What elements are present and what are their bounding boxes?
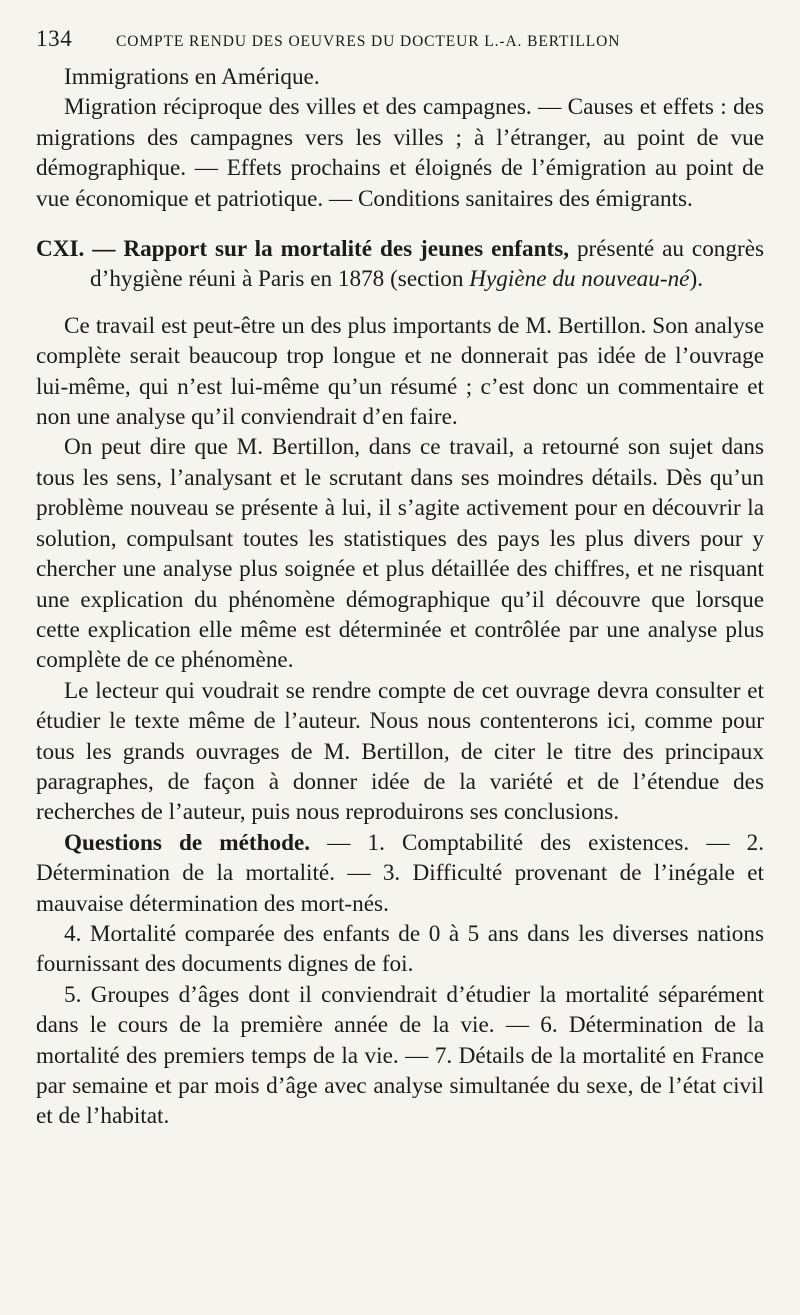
section-number: CXI. — [36,236,116,263]
paragraph: On peut dire que M. Bertillon, dans ce travail, a retourné son sujet dans tous les sens, l’analysant et le scrutant dans ses moindres détails. Dès qu’un problème nouveau se présente à lui, il s’agite activement pour en découvrir la solution, compulsant toutes les statistiques des pays les plus divers pour y chercher une analyse plus soignée et plus détaillée des chiffres, et ne risquant une explication du phénomène démographique qu’il découvre que lorsque cette explication elle même est déterminée et contrôlée par une analyse plus complète de ce phénomène. [36,434,764,674]
section-title-end: ). [689,266,703,293]
paragraph: Migration réciproque des villes et des campagnes. — Causes et effets : des migrations des campagnes vers les villes ; à l’étranger, au point de vue démographique. — Effets prochains et éloignés de l’émigration au point de vue économique et patriotique. — Conditions sanitaires des émigrants. [36,94,764,212]
paragraph: Ce travail est peut-être un des plus importants de M. Bertillon. Son analyse complète serait beaucoup trop longue et ne donnerait pas idée de l’ouvrage lui-même, qui n’est lui-même qu’un résumé ; c’est donc un commentaire et non une analyse qu’il conviendrait d’en faire. [36,312,764,431]
list-item: 4. Mortalité comparée des enfants de 0 à 5 ans dans les diverses nations fournissant des documents dignes de foi. [36,920,764,978]
section-heading [36,234,764,295]
page-number: 134 [36,26,73,51]
questions-text: — 1. Comptabilité des existences. — 2. Détermination de la mortalité. — 3. Difficulté provenant de l’inégale et mauvaise détermination des mort-nés. [36,829,764,917]
section-title-rest: présenté au congrès d’hygiène réuni à Paris en 1878 (section [90,236,765,293]
section-title: Rapport sur la mortalité des jeunes enfants, [123,236,570,263]
questions-paragraph [36,828,764,919]
paragraph: Le lecteur qui voudrait se rendre compte de cet ouvrage devra consulter et étudier le texte même de l’auteur. Nous nous contenterons ici, comme pour tous les grands ouvrages de M. Bertillon, de citer le titre des principaux paragraphes, de façon à donner idée de la variété et de l’étendue des recherches de l’auteur, puis nous reproduirons ses conclusions. [36,677,764,826]
body-text [36,62,764,214]
running-title: COMPTE RENDU DES OEUVRES DU DOCTEUR L.-A. BERTILLON [116,33,621,50]
questions-heading: Questions de méthode. [64,829,311,856]
running-head [36,26,764,62]
main-text [36,311,764,1132]
section-title-italic: Hygiène du nouveau-né [469,266,690,293]
list-item: 5. Groupes d’âges dont il conviendrait d’étudier la mortalité séparément dans le cours de la première année de la vie. — 6. Détermination de la mortalité des premiers temps de la vie. — 7. Détails de la mortalité en France par semaine et par mois d’âge avec analyse simultanée du sexe, de l’état civil et de l’habitat. [36,981,764,1130]
paragraph: Immigrations en Amérique. [64,64,320,90]
